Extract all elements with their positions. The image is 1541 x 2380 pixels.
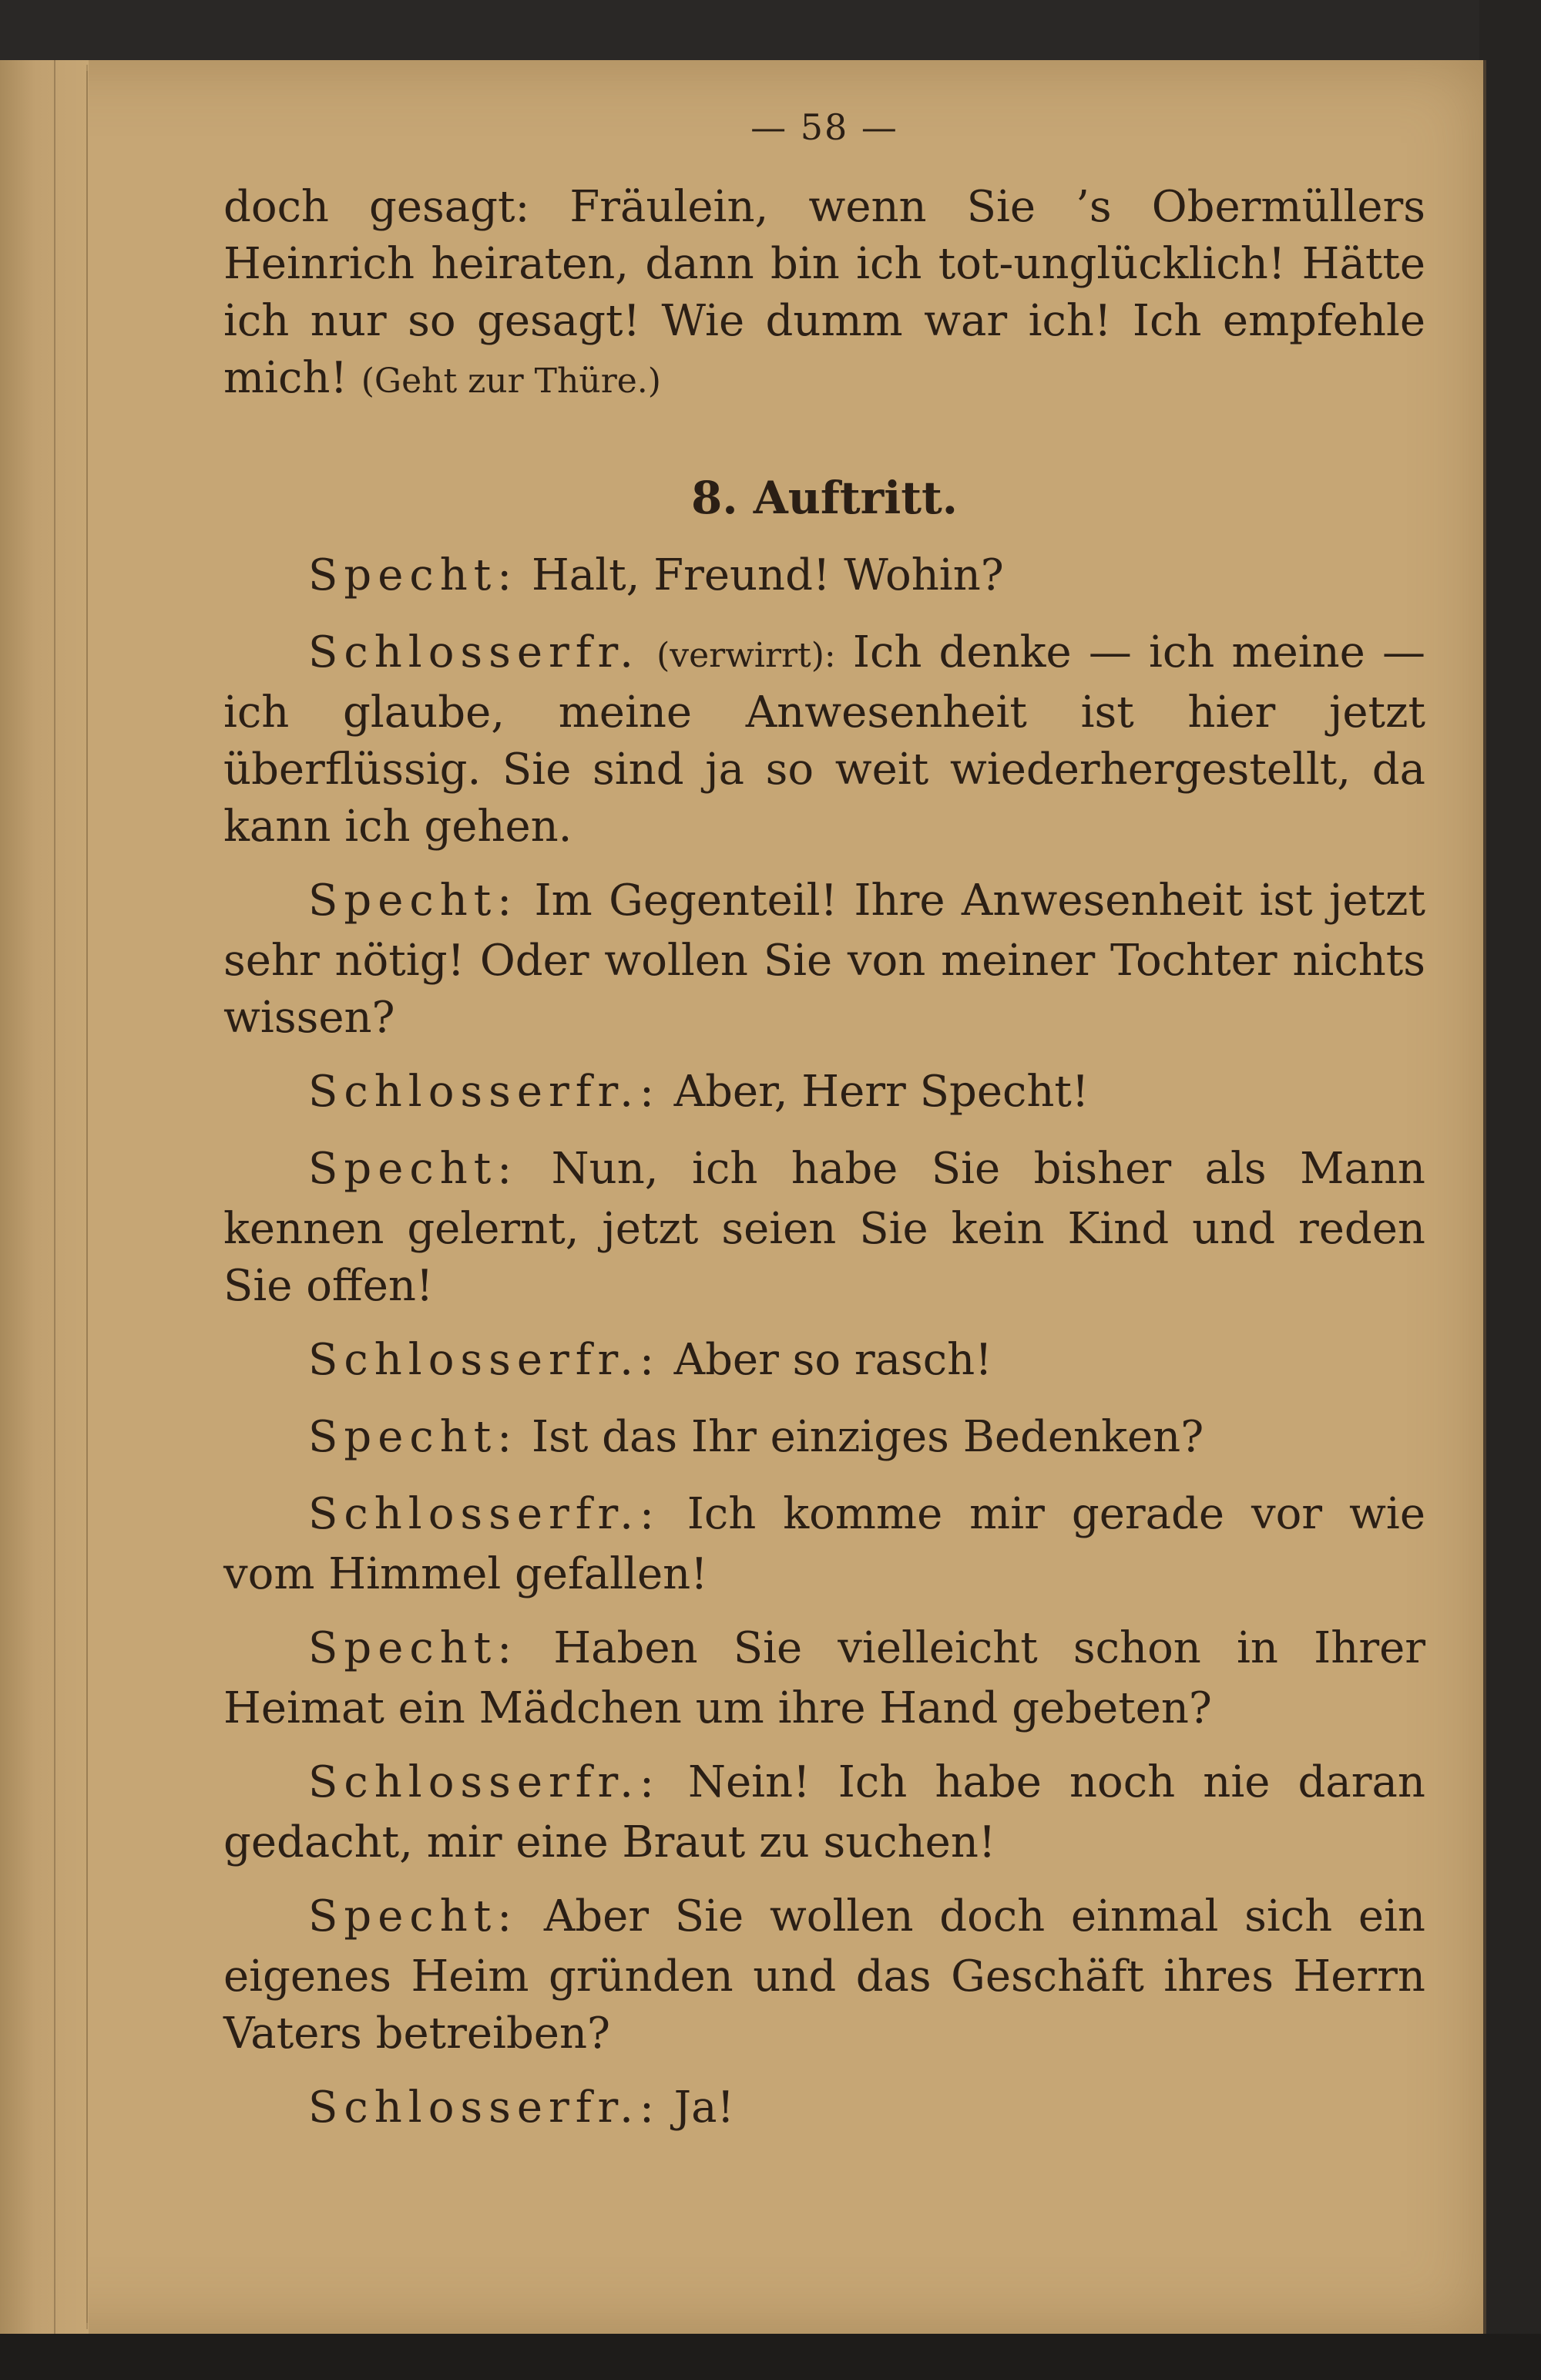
dialogue-text: Ja!: [673, 2082, 734, 2133]
dialogue-line: [223, 1486, 1425, 1603]
dialogue-text: Aber so rasch!: [673, 1335, 992, 1385]
dialogue-line: [223, 872, 1425, 1047]
scanner-background-bottom: [0, 2334, 1541, 2380]
scanner-background-top: [0, 0, 1541, 62]
page-stack-edges: [54, 60, 86, 2334]
speaker-name: Schlosserfr.: [308, 627, 640, 677]
dialogue-line: [223, 624, 1425, 856]
dialogue-text: Aber, Herr Specht!: [673, 1067, 1089, 1117]
dialogue-text: Nein! Ich habe noch nie daran gedacht, mir eine Braut zu suchen!: [223, 1757, 1425, 1867]
speaker-name: Schlosserfr.:: [308, 1489, 660, 1539]
speaker-name: Specht:: [308, 876, 519, 926]
speaker-name: Specht:: [308, 1891, 519, 1941]
speaker-name: Specht:: [308, 550, 519, 600]
dialogue-line: [223, 547, 1425, 607]
dialogue-line: [223, 2079, 1425, 2140]
dialogue-line: [223, 1888, 1425, 2062]
speaker-name: Specht:: [308, 1412, 519, 1462]
scanner-background-right: [1479, 0, 1541, 2380]
book-page: [0, 60, 1486, 2334]
dialogue-line: [223, 1754, 1425, 1871]
page-number: — 58 —: [750, 106, 898, 148]
dialogue-text: Im Gegenteil! Ihre Anwesenheit ist jetzt sehr nötig! Oder wollen Sie von meiner Tochter nichts wissen?: [223, 876, 1425, 1043]
speaker-name: Schlosserfr.:: [308, 1335, 660, 1385]
dialogue-text: Halt, Freund! Wohin?: [531, 550, 1004, 600]
dialogue-line: [223, 1332, 1425, 1392]
dialogue-text: Ist das Ihr einziges Bedenken?: [531, 1412, 1204, 1462]
speaker-name: Schlosserfr.:: [308, 1067, 660, 1117]
speaker-name: Schlosserfr.:: [308, 2082, 660, 2133]
speaker-name: Specht:: [308, 1144, 519, 1194]
stage-direction: (verwirrt):: [656, 636, 836, 675]
dialogue-line: [223, 1064, 1425, 1124]
scene-heading: 8. Auftritt.: [690, 472, 959, 524]
dialogue-line: [223, 1620, 1425, 1737]
dialogue-text: Nun, ich habe Sie bisher als Mann kennen gelernt, jetzt seien Sie kein Kind und reden Sie offen!: [223, 1144, 1425, 1311]
dialogue-text: Haben Sie vielleicht schon in Ihrer Heimat ein Mädchen um ihre Hand gebeten?: [223, 1623, 1425, 1733]
speaker-name: Schlosserfr.:: [308, 1757, 660, 1807]
intro-text: doch gesagt: Fräulein, wenn Sie ’s Obermüllers Heinrich heiraten, dann bin ich tot-unglücklich! Hätte ich nur so gesagt! Wie dumm war ich! Ich empfehle mich!: [223, 182, 1425, 403]
speaker-name: Specht:: [308, 1623, 519, 1673]
dialogue-line: [223, 1409, 1425, 1469]
dialogue-line: [223, 1141, 1425, 1315]
page-content: [223, 106, 1425, 2156]
intro-stage-direction: (Geht zur Thüre.): [361, 361, 661, 401]
dialogue-text: Ich komme mir gerade vor wie vom Himmel gefallen!: [223, 1489, 1425, 1599]
dialogue-text: Aber Sie wollen doch einmal sich ein eigenes Heim gründen und das Geschäft ihres Herrn Vaters betreiben?: [223, 1891, 1425, 2059]
dialogue-text: Ich denke — ich meine — ich glaube, meine Anwesenheit ist hier jetzt überflüssig. Sie sind ja so weit wiederhergestellt, da kann ich gehen.: [223, 627, 1425, 852]
intro-paragraph: [223, 179, 1425, 410]
